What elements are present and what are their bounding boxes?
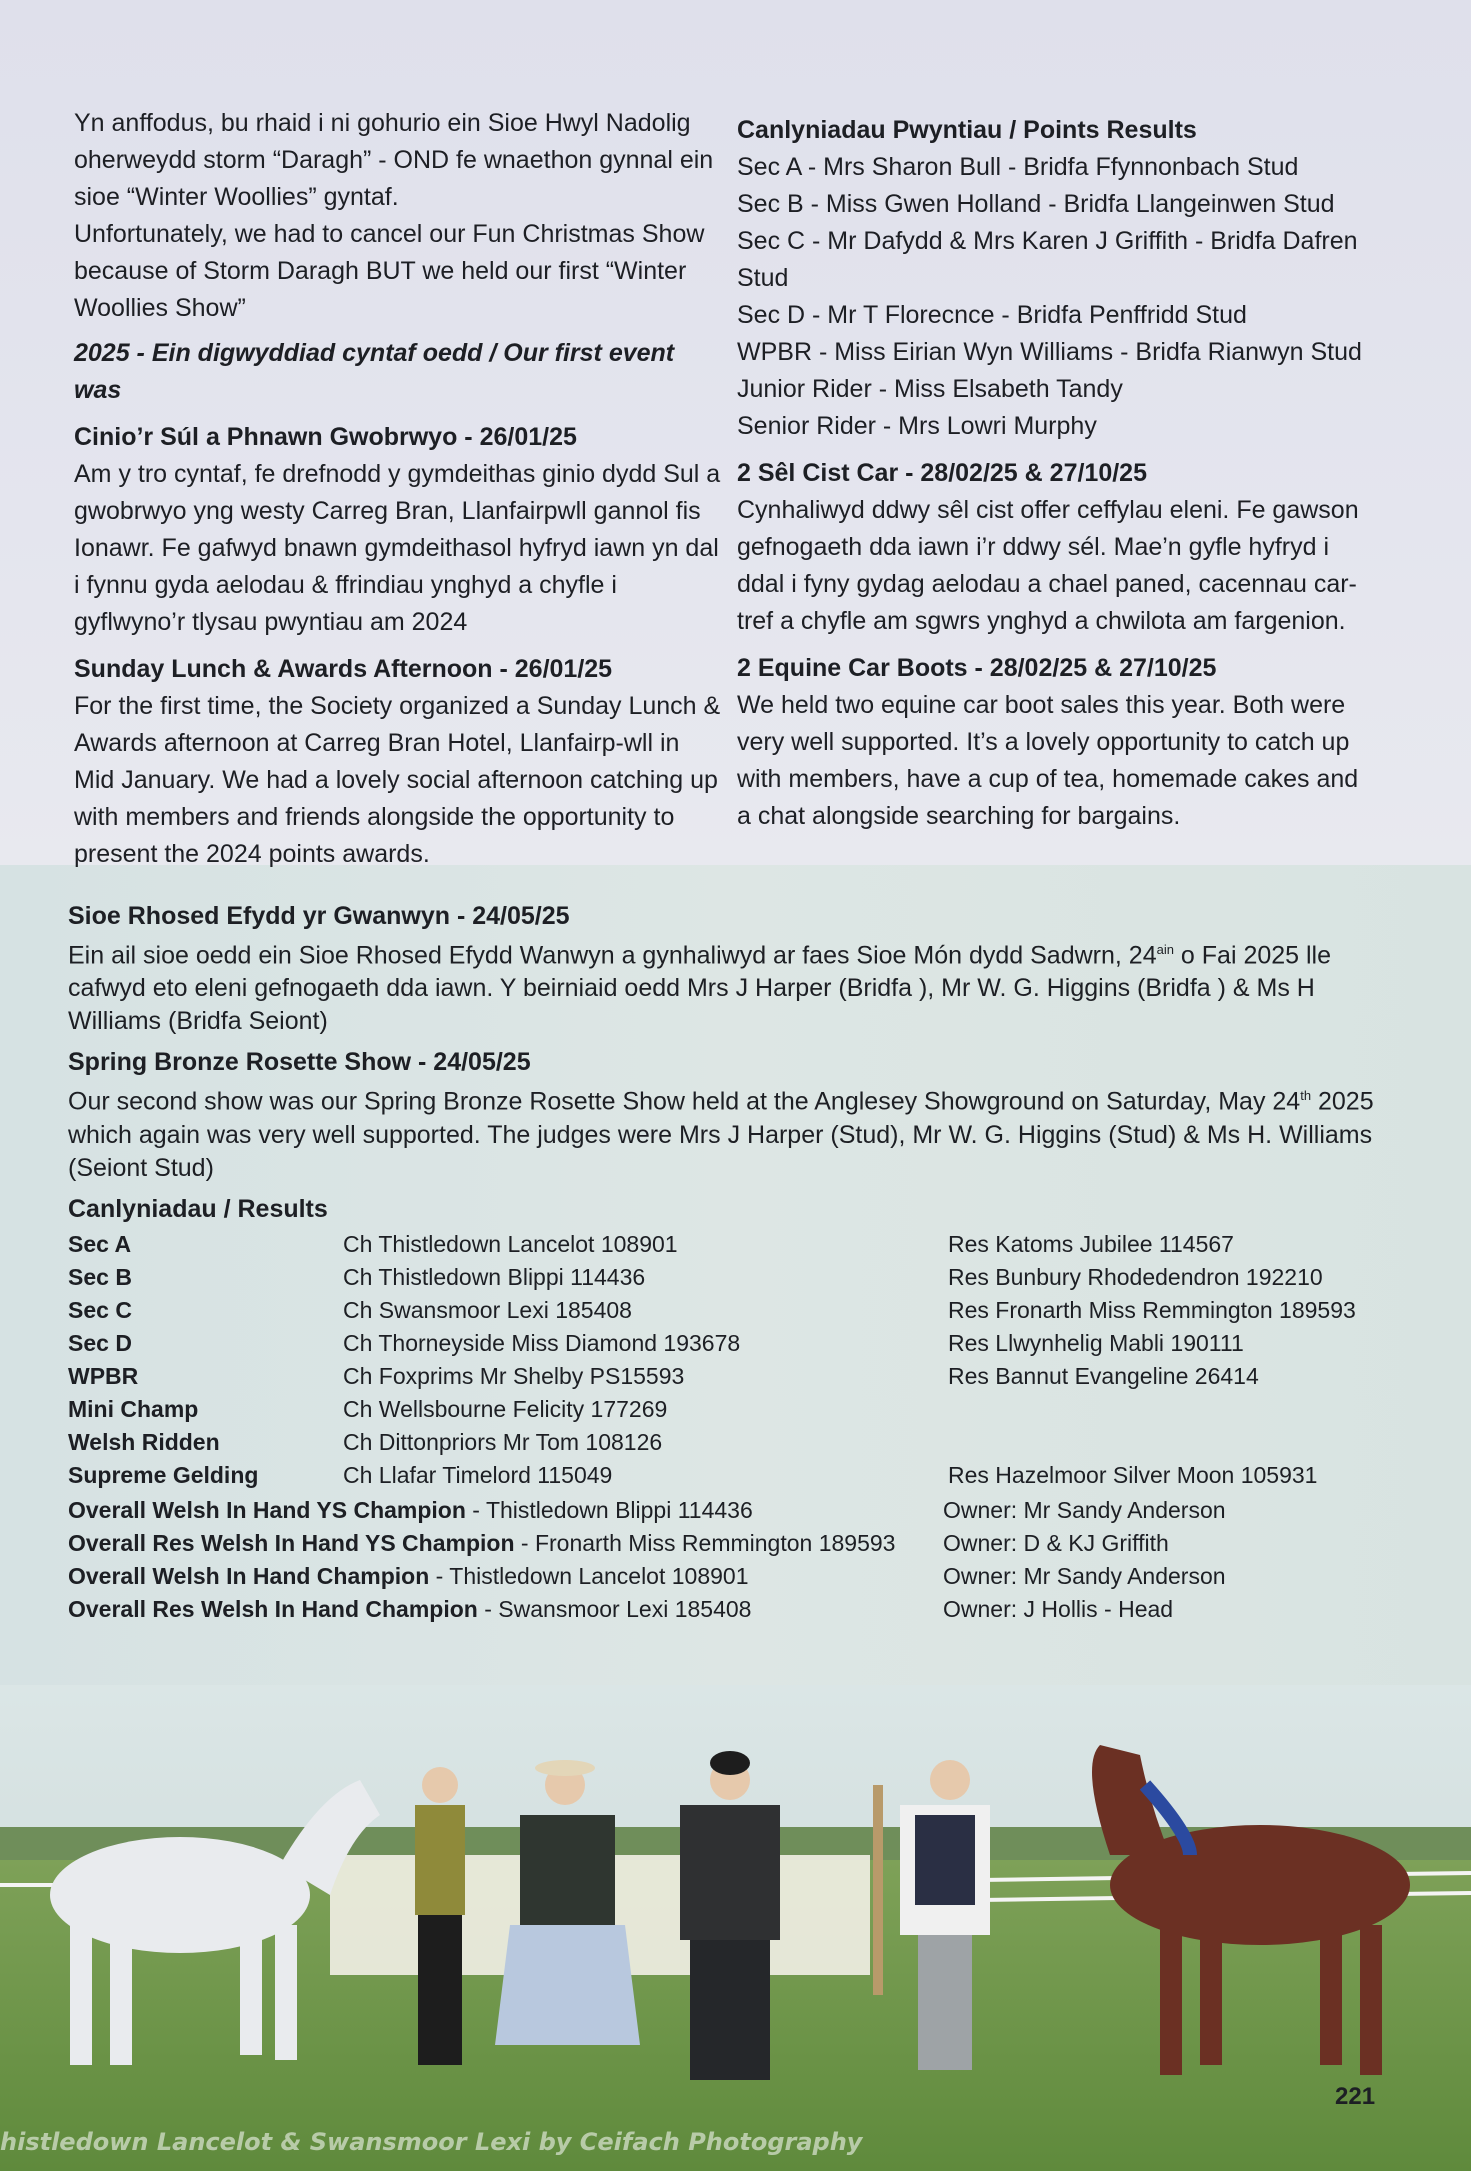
results-sec: WPBR xyxy=(68,1362,139,1389)
results-sec: Welsh Ridden xyxy=(68,1428,220,1455)
results-table xyxy=(68,1228,1356,1492)
points-item: Sec B - Miss Gwen Holland - Bridfa Llangeinwen Stud xyxy=(737,190,1335,218)
results-row xyxy=(68,1459,1356,1492)
results-sec: Sec B xyxy=(68,1263,132,1290)
show-photo xyxy=(0,1685,1471,2171)
rosette-welsh-text: Ein ail sioe oedd ein Sioe Rhosed Efydd Wanwyn a gynhaliwyd ar faes Sioe Món dydd Sadwrn, $24^{ain}$ o Fai 2025 lle cafwyd eto eleni gefnogaeth dda iawn. Y beirniaid oedd Mrs J Harper (Bridfa ), Mr W. G. Higgins (Bridfa ) & Ms H Williams (Bridfa Seiont) xyxy=(68,941,1332,1036)
overall-horse: - Thistledown Blippi 114436 xyxy=(465,1496,753,1523)
overall-horse: - Swansmoor Lexi 185408 xyxy=(477,1595,752,1622)
results-row xyxy=(68,1393,1356,1426)
intro-welsh: Yn anffodus, bu rhaid i ni gohurio ein Sioe Hwyl Nadolig oherweydd storm “Daragh” - OND fe wnaethon gynnal ein sioe “Winter Woollies” gyntaf. xyxy=(74,109,714,211)
results-row xyxy=(68,1360,1356,1393)
overall-label: Overall Res Welsh In Hand YS Champion xyxy=(68,1529,515,1556)
first-event-heading: 2025 - Ein digwyddiad cyntaf oedd / Our first event was xyxy=(74,339,675,404)
overall-owner: Owner: J Hollis - Head xyxy=(943,1595,1174,1622)
overall-owner: Owner: Mr Sandy Anderson xyxy=(943,1496,1226,1523)
overall-row xyxy=(68,1494,1226,1527)
overall-champion xyxy=(68,1494,943,1527)
rosette-english-heading: Spring Bronze Rosette Show - 24/05/25 xyxy=(68,1048,531,1077)
overall-horse: - Fronarth Miss Remmington 189593 xyxy=(514,1529,896,1556)
carboot-english-heading: 2 Equine Car Boots - 28/02/25 & 27/10/25 xyxy=(737,654,1217,682)
overall-row xyxy=(68,1560,1226,1593)
results-res: Res Katoms Jubilee 114567 xyxy=(948,1230,1234,1257)
lunch-welsh-text: Am y tro cyntaf, fe drefnodd y gymdeithas ginio dydd Sul a gwobrwyo yng westy Carreg Bran, Llanfairpwll gannol fis Ionawr. Fe gafwyd bnawn gymdeithasol hyfryd iawn yn dal i fynnu gyda aelodau & ffrindiau ynghyd a chyfle i gyflwyno’r tlysau pwyntiau am 2024 xyxy=(74,460,721,636)
results-ch: Ch Wellsbourne Felicity 177269 xyxy=(343,1395,668,1422)
overall-horse: - Thistledown Lancelot 108901 xyxy=(429,1562,749,1589)
rosette-welsh-heading: Sioe Rhosed Efydd yr Gwanwyn - 24/05/25 xyxy=(68,902,570,930)
results-ch: Ch Llafar Timelord 115049 xyxy=(343,1461,613,1488)
results-sec: Sec A xyxy=(68,1230,132,1257)
carboot-english-text: We held two equine car boot sales this year. Both were very well supported. It’s a lovely opportunity to catch up with members, have a cup of tea, homemade cakes and a chat alongside searching for bargains. xyxy=(737,691,1359,830)
results-res: Res Bannut Evangeline 26414 xyxy=(948,1362,1259,1389)
results-sec: Mini Champ xyxy=(68,1395,199,1422)
overall-table xyxy=(68,1494,1226,1626)
results-ch: Ch Swansmoor Lexi 185408 xyxy=(343,1296,632,1323)
points-item: Senior Rider - Mrs Lowri Murphy xyxy=(737,412,1097,440)
results-row xyxy=(68,1261,1356,1294)
results-res: Res Fronarth Miss Remmington 189593 xyxy=(948,1296,1356,1323)
results-sec: Sec D xyxy=(68,1329,132,1356)
right-column xyxy=(737,112,1377,835)
results-res xyxy=(948,1426,1356,1459)
results-res: Res Hazelmoor Silver Moon 105931 xyxy=(948,1461,1318,1488)
overall-row xyxy=(68,1593,1226,1626)
rosette-english-text: Our second show was our Spring Bronze Rosette Show held at the Anglesey Showground on Saturday, May 24th 2025 which again was very well supported. The judges were Mrs J Harper (Stud), Mr W. G. Higgins (Stud) & Ms H. Williams (Seiont Stud) xyxy=(68,1087,1374,1182)
photo-caption: histledown Lancelot & Swansmoor Lexi by Ceifach Photography xyxy=(0,2128,863,2156)
results-row xyxy=(68,1426,1356,1459)
results-res: Res Bunbury Rhodedendron 192210 xyxy=(948,1263,1323,1290)
overall-row xyxy=(68,1527,1226,1560)
results-ch: Ch Thistledown Lancelot 108901 xyxy=(343,1230,678,1257)
left-column xyxy=(74,105,724,873)
results-ch: Ch Thistledown Blippi 114436 xyxy=(343,1263,646,1290)
results-row xyxy=(68,1327,1356,1360)
lunch-english-heading: Sunday Lunch & Awards Afternoon - 26/01/25 xyxy=(74,655,613,683)
results-res: Res Llwynhelig Mabli 190111 xyxy=(948,1329,1244,1356)
intro-english: Unfortunately, we had to cancel our Fun Christmas Show because of Storm Daragh BUT we held our first “Winter Woollies Show” xyxy=(74,220,705,322)
points-item: Junior Rider - Miss Elsabeth Tandy xyxy=(737,375,1123,403)
points-item: Sec A - Mrs Sharon Bull - Bridfa Ffynnonbach Stud xyxy=(737,153,1299,181)
points-item: WPBR - Miss Eirian Wyn Williams - Bridfa Rianwyn Stud xyxy=(737,338,1362,366)
points-results-heading: Canlyniadau Pwyntiau / Points Results xyxy=(737,116,1197,144)
results-ch: Ch Foxprims Mr Shelby PS15593 xyxy=(343,1362,685,1389)
results-heading: Canlyniadau / Results xyxy=(68,1194,328,1223)
results-ch: Ch Dittonpriors Mr Tom 108126 xyxy=(343,1428,663,1455)
handler-1 xyxy=(415,1767,465,2065)
points-item: Sec C - Mr Dafydd & Mrs Karen J Griffith - Bridfa Dafren Stud xyxy=(737,227,1358,292)
lunch-english-text: For the first time, the Society organized a Sunday Lunch & Awards afternoon at Carreg Bran Hotel, Llanfairp-wll in Mid January. We had a lovely social afternoon catching up with members and friends alongside the opportunity to present the 2024 points awards. xyxy=(74,692,721,868)
overall-owner: Owner: Mr Sandy Anderson xyxy=(943,1562,1226,1589)
overall-champion xyxy=(68,1593,943,1626)
overall-champion xyxy=(68,1527,943,1560)
page-number: 221 xyxy=(1335,2083,1376,2110)
results-sec: Supreme Gelding xyxy=(68,1461,259,1488)
results-row xyxy=(68,1294,1356,1327)
overall-label: Overall Welsh In Hand Champion xyxy=(68,1562,430,1589)
overall-label: Overall Res Welsh In Hand Champion xyxy=(68,1595,478,1622)
carboot-welsh-text: Cynhaliwyd ddwy sêl cist offer ceffylau eleni. Fe gawson gefnogaeth dda iawn i’r ddwy sél. Mae’n gyfle hyfryd i ddal i fyny gydag aelodau a chael paned, cacennau car-tref a chyfle am sgwrs ynghyd a chwilota am fargenion. xyxy=(737,496,1359,635)
lunch-welsh-heading: Cinio’r Súl a Phnawn Gwobrwyo - 26/01/25 xyxy=(74,423,577,451)
carboot-welsh-heading: 2 Sêl Cist Car - 28/02/25 & 27/10/25 xyxy=(737,459,1147,487)
overall-owner: Owner: D & KJ Griffith xyxy=(943,1529,1169,1556)
post xyxy=(873,1785,883,1995)
results-ch: Ch Thorneyside Miss Diamond 193678 xyxy=(343,1329,741,1356)
results-row xyxy=(68,1228,1356,1261)
overall-champion xyxy=(68,1560,943,1593)
overall-label: Overall Welsh In Hand YS Champion xyxy=(68,1496,466,1523)
results-res xyxy=(948,1393,1356,1426)
points-item: Sec D - Mr T Florecnce - Bridfa Penffridd Stud xyxy=(737,301,1247,329)
results-sec: Sec C xyxy=(68,1296,132,1323)
rosette-show-section xyxy=(68,900,1388,1626)
